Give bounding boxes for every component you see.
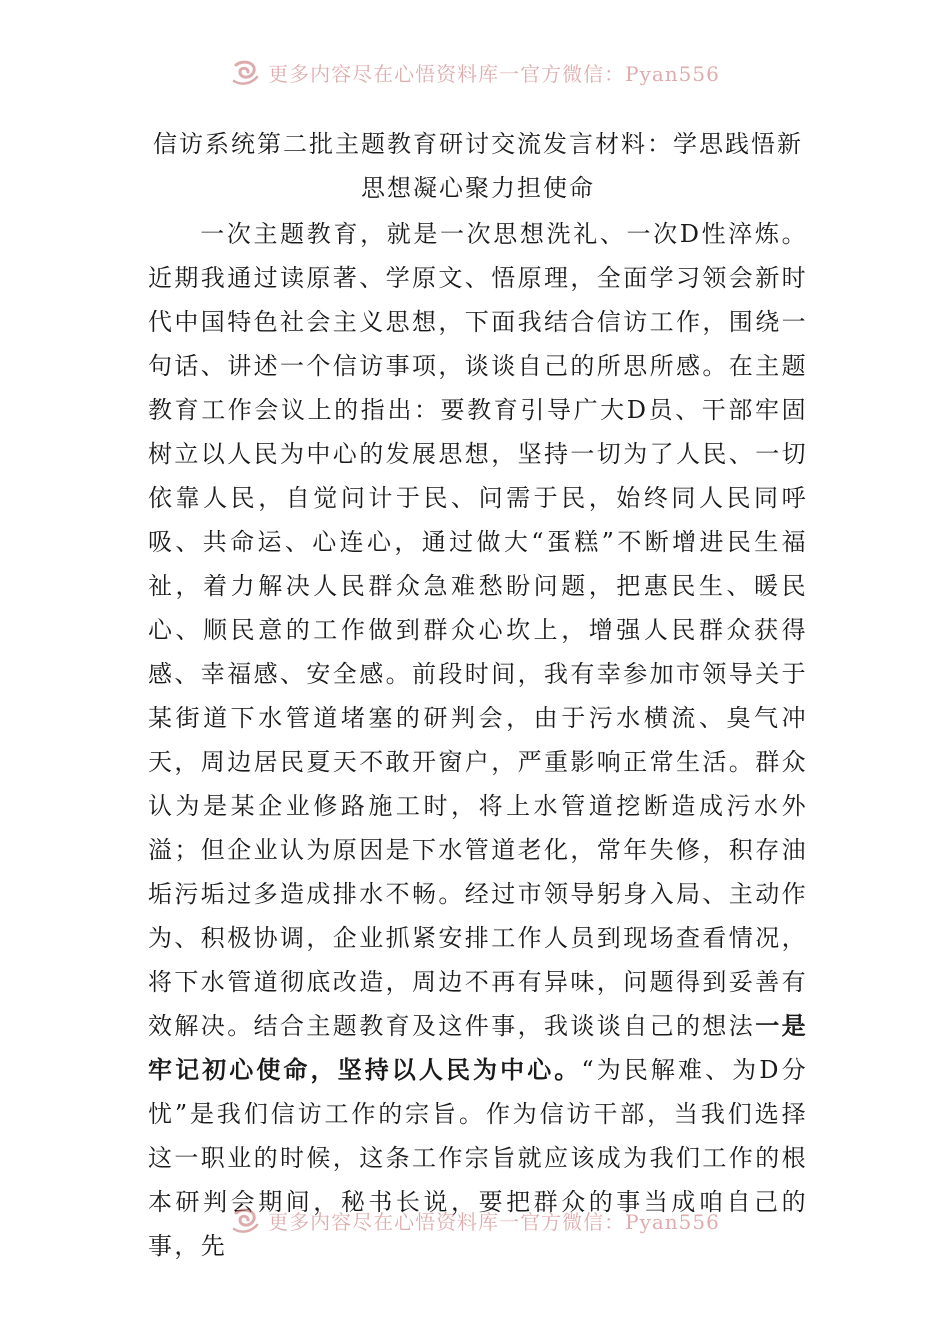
- swirl-logo-icon: [230, 1205, 260, 1235]
- body-paragraph-2: “为民解难、为D分忧”是我们信访工作的宗旨。作为信访干部，当我们选择这一职业的时候，这条工作宗旨就应该成为我们工作的根本研判会期间，秘书长说，要把群众的事当成咱自己的事，先: [148, 1056, 808, 1260]
- watermark-text: 更多内容尽在心悟资料库一官方微信：Pyan556: [268, 1209, 720, 1234]
- bold-heading: 一是牢记初心使命，坚持以人民为中心。: [148, 1011, 809, 1084]
- title-line-2: 思想凝心聚力担使命: [361, 174, 595, 202]
- watermark-header: [0, 52, 950, 92]
- swirl-logo-icon: [230, 57, 260, 87]
- document-title: [148, 122, 808, 210]
- document-body: [148, 212, 808, 1268]
- watermark-text: 更多内容尽在心悟资料库一官方微信：Pyan556: [268, 61, 720, 86]
- body-paragraph-1: 一次主题教育，就是一次思想洗礼、一次D性淬炼。近期我通过读原著、学原文、悟原理，全面学习领会新时代中国特色社会主义思想，下面我结合信访工作，围绕一句话、讲述一个信访事项，谈谈自己的所思所感。在主题教育工作会议上的指出：要教育引导广大D员、干部牢固树立以人民为中心的发展思想，坚持一切为了人民、一切依靠人民，自觉问计于民、问需于民，始终同人民同呼吸、共命运、心连心，通过做大“蛋糕”不断增进民生福祉，着力解决人民群众急难愁盼问题，把惠民生、暖民心、顺民意的工作做到群众心坎上，增强人民群众获得感、幸福感、安全感。前段时间，我有幸参加市领导关于某街道下水管道堵塞的研判会，由于污水横流、臭气冲天，周边居民夏天不敢开窗户，严重影响正常生活。群众认为是某企业修路施工时，将上水管道挖断造成污水外溢；但企业认为原因是下水管道老化，常年失修，积存油垢污垢过多造成排水不畅。经过市领导躬身入局、主动作为、积极协调，企业抓紧安排工作人员到现场查看情况，将下水管道彻底改造，周边不再有异味，问题得到妥善有效解决。结合主题教育及这件事，我谈谈自己的想法: [148, 220, 808, 1040]
- watermark-footer: [0, 1200, 950, 1240]
- title-line-1: 信访系统第二批主题教育研讨交流发言材料：学思践悟新: [153, 130, 803, 158]
